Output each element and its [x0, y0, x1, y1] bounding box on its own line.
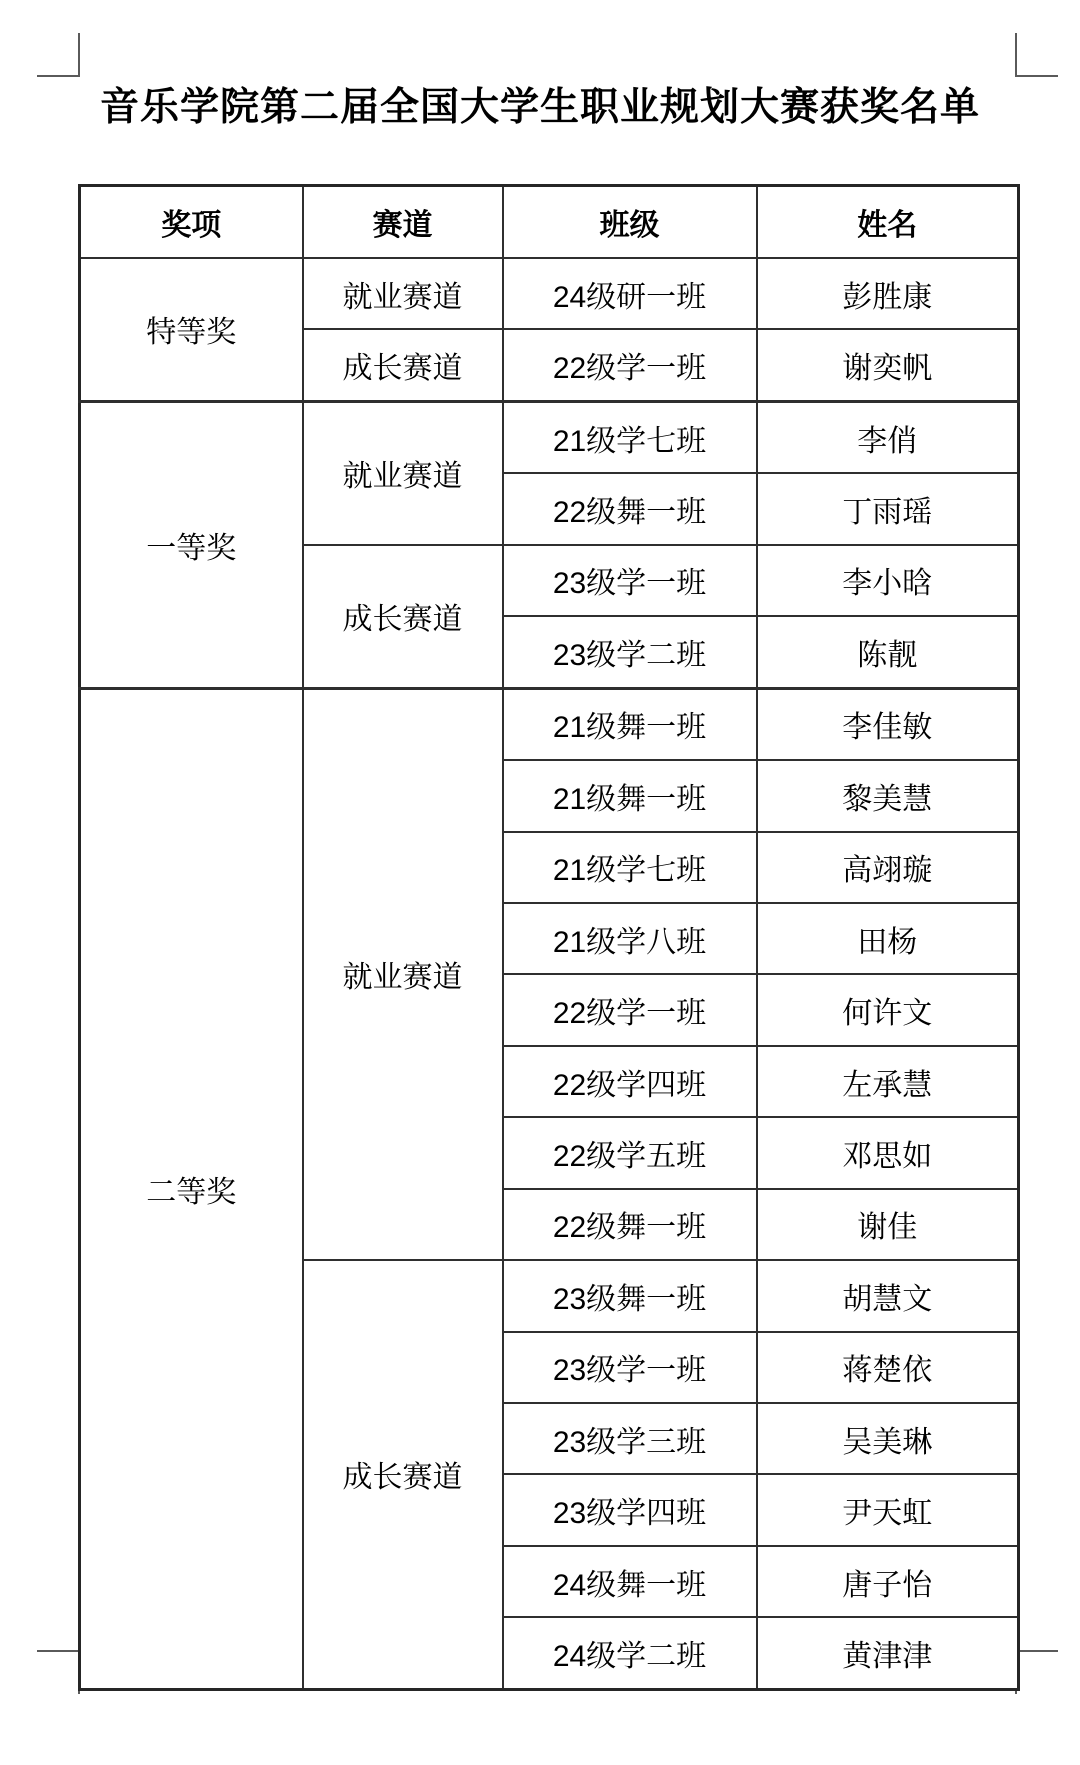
name-cell: 高翊璇 [757, 832, 1019, 903]
header-track: 赛道 [303, 186, 503, 259]
class-cell: 22级学一班 [503, 329, 757, 401]
header-award: 奖项 [80, 186, 303, 259]
page-title: 音乐学院第二届全国大学生职业规划大赛获奖名单 [99, 86, 980, 129]
name-cell: 李小晗 [757, 545, 1019, 616]
track-cell: 成长赛道 [303, 545, 503, 688]
award-cell: 特等奖 [80, 258, 303, 401]
class-cell: 22级学一班 [503, 974, 757, 1045]
class-cell: 22级学四班 [503, 1046, 757, 1117]
name-cell: 邓思如 [757, 1117, 1019, 1188]
track-cell: 成长赛道 [303, 329, 503, 401]
name-cell: 何许文 [757, 974, 1019, 1045]
name-cell: 谢佳 [757, 1189, 1019, 1260]
name-cell: 蒋楚依 [757, 1332, 1019, 1403]
crop-mark-bottom-right-horizontal [1015, 1650, 1058, 1652]
class-cell: 23级学一班 [503, 1332, 757, 1403]
track-cell: 就业赛道 [303, 258, 503, 329]
crop-mark-top-left-vertical [78, 33, 80, 77]
class-cell: 23级学三班 [503, 1403, 757, 1474]
class-cell: 24级舞一班 [503, 1546, 757, 1617]
class-cell: 24级学二班 [503, 1617, 757, 1689]
class-cell: 24级研一班 [503, 258, 757, 329]
track-cell: 成长赛道 [303, 1260, 503, 1689]
class-cell: 21级学七班 [503, 832, 757, 903]
class-cell: 21级学七班 [503, 401, 757, 473]
table-row [80, 258, 1019, 329]
class-cell: 22级舞一班 [503, 473, 757, 544]
header-row [80, 186, 1019, 259]
class-cell: 23级学一班 [503, 545, 757, 616]
class-cell: 23级舞一班 [503, 1260, 757, 1331]
class-cell: 22级学五班 [503, 1117, 757, 1188]
class-cell: 22级舞一班 [503, 1189, 757, 1260]
header-class: 班级 [503, 186, 757, 259]
track-cell: 就业赛道 [303, 688, 503, 1260]
name-cell: 陈靓 [757, 616, 1019, 688]
name-cell: 黄津津 [757, 1617, 1019, 1689]
name-cell: 尹天虹 [757, 1474, 1019, 1545]
crop-mark-top-right-vertical [1015, 33, 1017, 77]
table-row [80, 688, 1019, 760]
table-row [80, 401, 1019, 473]
name-cell: 丁雨瑶 [757, 473, 1019, 544]
class-cell: 21级学八班 [503, 903, 757, 974]
name-cell: 彭胜康 [757, 258, 1019, 329]
name-cell: 李佳敏 [757, 688, 1019, 760]
award-cell: 二等奖 [80, 688, 303, 1689]
name-cell: 黎美慧 [757, 760, 1019, 831]
name-cell: 吴美琳 [757, 1403, 1019, 1474]
class-cell: 23级学四班 [503, 1474, 757, 1545]
name-cell: 左承慧 [757, 1046, 1019, 1117]
crop-mark-bottom-left-horizontal [37, 1650, 80, 1652]
class-cell: 21级舞一班 [503, 760, 757, 831]
header-name: 姓名 [757, 186, 1019, 259]
track-cell: 就业赛道 [303, 401, 503, 544]
award-cell: 一等奖 [80, 401, 303, 688]
class-cell: 23级学二班 [503, 616, 757, 688]
name-cell: 胡慧文 [757, 1260, 1019, 1331]
awards-table [78, 184, 1020, 1691]
name-cell: 李俏 [757, 401, 1019, 473]
name-cell: 田杨 [757, 903, 1019, 974]
class-cell: 21级舞一班 [503, 688, 757, 760]
name-cell: 唐子怡 [757, 1546, 1019, 1617]
name-cell: 谢奕帆 [757, 329, 1019, 401]
